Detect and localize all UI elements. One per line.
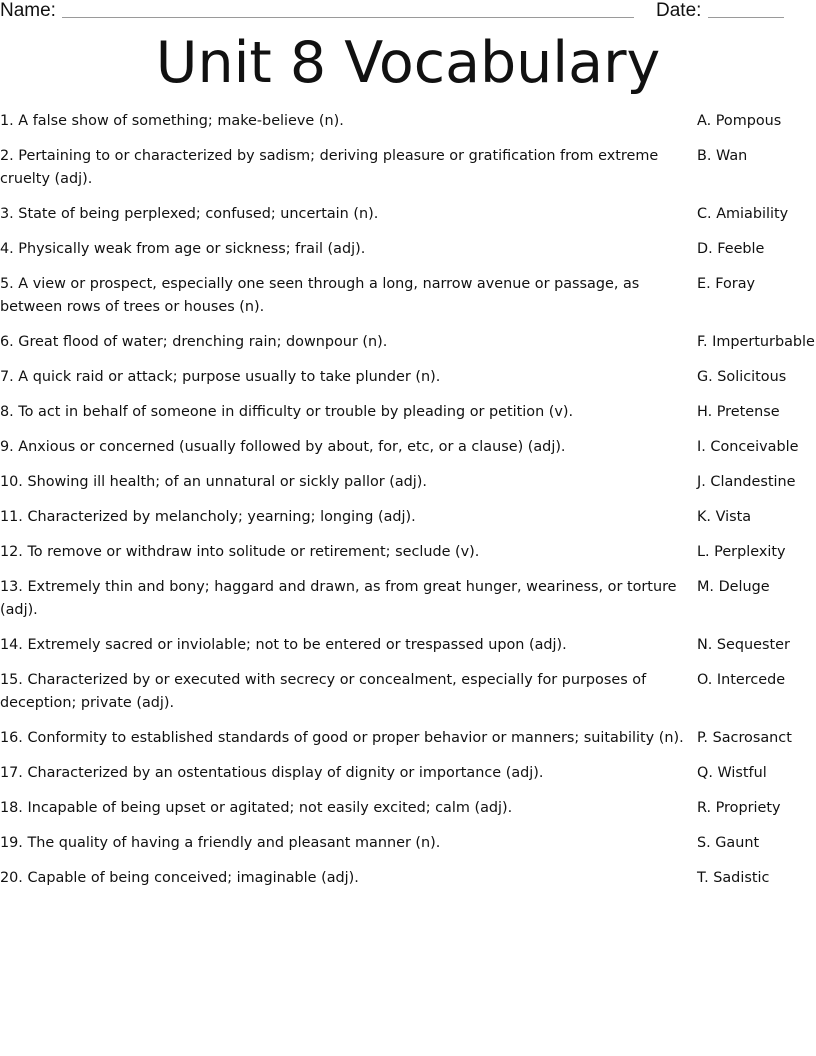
clue-text: 3. State of being perplexed; confused; uncertain (n). [0,206,379,222]
list-item [0,762,816,785]
header [0,0,816,26]
clue-text: 1. A false show of something; make-believe (n). [0,113,344,129]
list-item [0,145,816,191]
vocabulary-list [0,110,816,902]
list-item [0,669,816,715]
name-blank-line [62,17,634,18]
page-title: Unit 8 Vocabulary [155,30,661,96]
clue-text: 8. To act in behalf of someone in difficulty or trouble by pleading or petition (v). [0,404,574,420]
list-item [0,110,816,133]
answer-choice: T. Sadistic [697,870,770,886]
clue-text: 12. To remove or withdraw into solitude or retirement; seclude (v). [0,544,480,560]
answer-choice: I. Conceivable [697,439,799,455]
clue-text: 11. Characterized by melancholy; yearning; longing (adj). [0,509,416,525]
list-item [0,331,816,354]
clue-text: 19. The quality of having a friendly and pleasant manner (n). [0,835,441,851]
list-item [0,727,816,750]
answer-choice: A. Pompous [697,113,782,129]
answer-choice: G. Solicitous [697,369,787,385]
clue-text: 14. Extremely sacred or inviolable; not to be entered or trespassed upon (adj). [0,637,567,653]
clue-text: 17. Characterized by an ostentatious display of dignity or importance (adj). [0,765,544,781]
answer-choice: E. Foray [697,276,756,292]
list-item [0,436,816,459]
list-item [0,634,816,657]
answer-choice: N. Sequester [697,637,790,653]
answer-choice: H. Pretense [697,404,780,420]
date-label: Date: [656,0,702,21]
answer-choice: O. Intercede [697,672,786,688]
list-item [0,401,816,424]
list-item [0,797,816,820]
list-item [0,576,816,622]
list-item [0,867,816,890]
answer-choice: D. Feeble [697,241,765,257]
answer-choice: C. Amiability [697,206,789,222]
clue-text: 13. Extremely thin and bony; haggard and drawn, as from great hunger, weariness, or torture (adj). [0,579,677,618]
answer-choice: P. Sacrosanct [697,730,792,746]
answer-choice: M. Deluge [697,579,770,595]
list-item [0,203,816,226]
clue-text: 2. Pertaining to or characterized by sadism; deriving pleasure or gratification from extreme cruelty (adj). [0,148,659,187]
answer-choice: L. Perplexity [697,544,786,560]
clue-text: 6. Great flood of water; drenching rain; downpour (n). [0,334,388,350]
list-item [0,541,816,564]
clue-text: 4. Physically weak from age or sickness; frail (adj). [0,241,366,257]
clue-text: 9. Anxious or concerned (usually followed by about, for, etc, or a clause) (adj). [0,439,566,455]
clue-text: 7. A quick raid or attack; purpose usually to take plunder (n). [0,369,441,385]
list-item [0,238,816,261]
list-item [0,506,816,529]
list-item [0,832,816,855]
clue-text: 5. A view or prospect, especially one seen through a long, narrow avenue or passage, as between rows of trees or houses (n). [0,276,640,315]
answer-choice: R. Propriety [697,800,781,816]
list-item [0,273,816,319]
answer-choice: J. Clandestine [697,474,796,490]
clue-text: 10. Showing ill health; of an unnatural or sickly pallor (adj). [0,474,427,490]
answer-choice: Q. Wistful [697,765,767,781]
list-item [0,471,816,494]
clue-text: 15. Characterized by or executed with secrecy or concealment, especially for purposes of deception; private (adj). [0,672,647,711]
answer-choice: S. Gaunt [697,835,760,851]
answer-choice: B. Wan [697,148,748,164]
clue-text: 20. Capable of being conceived; imaginable (adj). [0,870,359,886]
list-item [0,366,816,389]
name-label: Name: [0,0,56,21]
answer-choice: K. Vista [697,509,752,525]
date-blank-line [708,17,784,18]
clue-text: 18. Incapable of being upset or agitated; not easily excited; calm (adj). [0,800,513,816]
answer-choice: F. Imperturbable [697,334,815,350]
clue-text: 16. Conformity to established standards of good or proper behavior or manners; suitability (n). [0,730,684,746]
